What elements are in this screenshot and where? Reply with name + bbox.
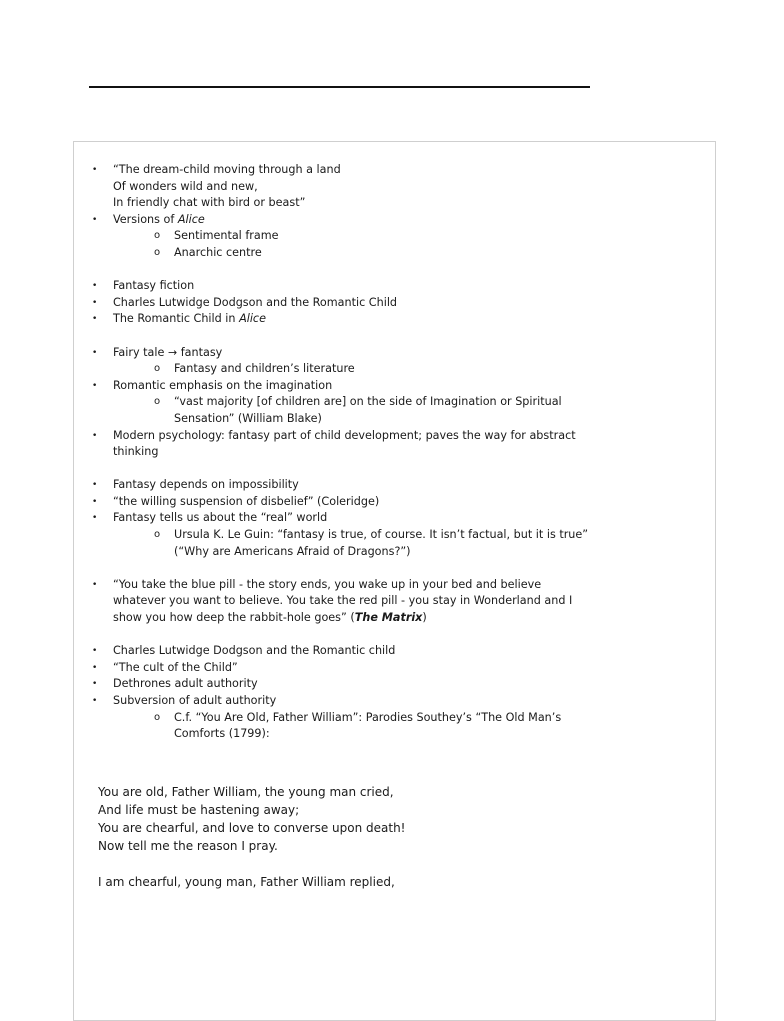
- poem-line: And life must be hastening away;: [98, 802, 300, 817]
- bullet-marker: •: [92, 646, 98, 657]
- sub-list-item: [0, 710, 784, 727]
- poem-line: I am chearful, young man, Father William replied,: [98, 874, 395, 889]
- bullet-marker: •: [92, 281, 98, 292]
- bullet-marker: •: [92, 579, 98, 590]
- bullet-marker: •: [92, 480, 98, 491]
- list-item: [0, 510, 784, 527]
- list-item-text: Anarchic centre: [174, 245, 262, 259]
- list-item-continuation: [0, 411, 784, 428]
- bullet-marker: •: [92, 297, 98, 308]
- poem-line: You are old, Father William, the young man cried,: [98, 784, 394, 799]
- list-item-text: Modern psychology: fantasy part of child development; paves the way for abstract: [113, 428, 576, 442]
- list-item-text: “The dream-child moving through a land: [113, 163, 341, 176]
- bullet-marker: •: [92, 513, 98, 524]
- spacer: [0, 328, 784, 345]
- sub-list-item: [0, 394, 784, 411]
- bullet-marker: •: [92, 679, 98, 690]
- list-item-text: Ursula K. Le Guin: “fantasy is true, of course. It isn’t factual, but it is true”: [174, 528, 589, 542]
- poem-line: You are chearful, and love to converse upon death!: [98, 820, 406, 835]
- list-item-text: Of wonders wild and new,: [113, 179, 258, 193]
- list-item-text: Dethrones adult authority: [113, 677, 258, 691]
- header-rule: [89, 86, 590, 88]
- bullet-marker: •: [92, 314, 98, 325]
- list-item: [0, 378, 784, 395]
- list-item: [0, 477, 784, 494]
- sub-bullet-marker: o: [154, 711, 161, 723]
- list-item: [0, 494, 784, 511]
- list-item: [0, 278, 784, 295]
- list-item: [0, 295, 784, 312]
- list-item-text: (“Why are Americans Afraid of Dragons?”): [174, 544, 411, 558]
- spacer: [0, 262, 784, 279]
- poem-line: Now tell me the reason I pray.: [98, 838, 278, 853]
- list-item-text: thinking: [113, 445, 159, 459]
- list-item-continuation: [0, 610, 784, 627]
- list-item-text: Fairy tale: [113, 345, 168, 359]
- italic-title: Alice: [177, 212, 205, 226]
- list-item-text: Sentimental frame: [174, 229, 279, 243]
- list-item-text: fantasy: [177, 345, 223, 359]
- spacer: [0, 560, 784, 577]
- list-item-continuation: [0, 593, 784, 610]
- spacer: [0, 765, 784, 783]
- bullet-marker: •: [92, 430, 98, 441]
- list-item: [0, 428, 784, 445]
- list-item-text: In friendly chat with bird or beast”: [113, 196, 306, 210]
- list-item: [0, 643, 784, 660]
- sub-list-item: [0, 228, 784, 245]
- sub-bullet-marker: o: [154, 363, 161, 375]
- spacer: [0, 627, 784, 644]
- list-item-text: Romantic emphasis on the imagination: [113, 378, 333, 392]
- sub-bullet-marker: o: [154, 246, 161, 258]
- list-item: [0, 660, 784, 677]
- bullet-marker: •: [92, 165, 98, 175]
- bullet-marker: •: [92, 380, 98, 391]
- list-item: [0, 345, 784, 362]
- list-item-text: Charles Lutwidge Dodgson and the Romantic child: [113, 644, 396, 658]
- list-item-text: “vast majority [of children are] on the side of Imagination or Spiritual: [174, 395, 562, 409]
- bullet-marker: •: [92, 496, 98, 507]
- list-item: [0, 311, 784, 328]
- list-item-continuation: [0, 544, 784, 561]
- list-item: [0, 212, 784, 229]
- list-item: [0, 577, 784, 594]
- bullet-marker: •: [92, 347, 98, 358]
- list-item-text: show you how deep the rabbit-hole goes” (: [113, 611, 355, 625]
- sub-bullet-marker: o: [154, 529, 161, 541]
- list-item-text: Subversion of adult authority: [113, 694, 277, 707]
- spacer: [0, 743, 784, 765]
- italic-title: The Matrix: [354, 611, 423, 625]
- sub-bullet-marker: o: [154, 230, 161, 242]
- list-item-continuation: [0, 726, 784, 743]
- italic-title: Alice: [239, 312, 266, 326]
- list-item-text: Fantasy fiction: [113, 279, 195, 293]
- list-item-text: ): [422, 611, 427, 625]
- bullet-marker: •: [92, 662, 98, 673]
- sub-bullet-marker: o: [154, 396, 161, 408]
- list-item-continuation: [0, 195, 784, 212]
- spacer: [0, 461, 784, 478]
- sub-list-item: [0, 361, 784, 378]
- list-item-text: “You take the blue pill - the story ends, you wake up in your bed and believe: [113, 577, 542, 591]
- list-item-text: The Romantic Child in: [113, 312, 240, 326]
- bullet-marker: •: [92, 696, 98, 706]
- spacer: [0, 855, 784, 873]
- right-arrow-icon: →: [167, 345, 178, 359]
- sub-list-item: [0, 527, 784, 544]
- list-item-text: Fantasy depends on impossibility: [113, 478, 299, 492]
- list-item-text: Comforts (1799):: [174, 727, 270, 741]
- list-item-text: Charles Lutwidge Dodgson and the Romantic Child: [113, 295, 398, 309]
- list-item-text: Versions of: [113, 212, 178, 226]
- list-item-continuation: [0, 444, 784, 461]
- bullet-marker: •: [92, 214, 98, 225]
- document-body: [0, 162, 784, 891]
- list-item: [0, 162, 784, 179]
- list-item-text: C.f. “You Are Old, Father William”: Parodies Southey’s “The Old Man’s: [174, 710, 562, 724]
- list-item-continuation: [0, 179, 784, 196]
- list-item-text: Fantasy and children’s literature: [174, 362, 355, 376]
- sub-list-item: [0, 245, 784, 262]
- list-item-text: Fantasy tells us about the “real” world: [113, 511, 328, 525]
- list-item: [0, 693, 784, 710]
- list-item-text: “the willing suspension of disbelief” (Coleridge): [113, 494, 380, 508]
- list-item-text: “The cult of the Child”: [113, 660, 238, 674]
- list-item-text: Sensation” (William Blake): [174, 411, 322, 425]
- list-item-text: whatever you want to believe. You take the red pill - you stay in Wonderland and I: [113, 594, 573, 608]
- list-item: [0, 676, 784, 693]
